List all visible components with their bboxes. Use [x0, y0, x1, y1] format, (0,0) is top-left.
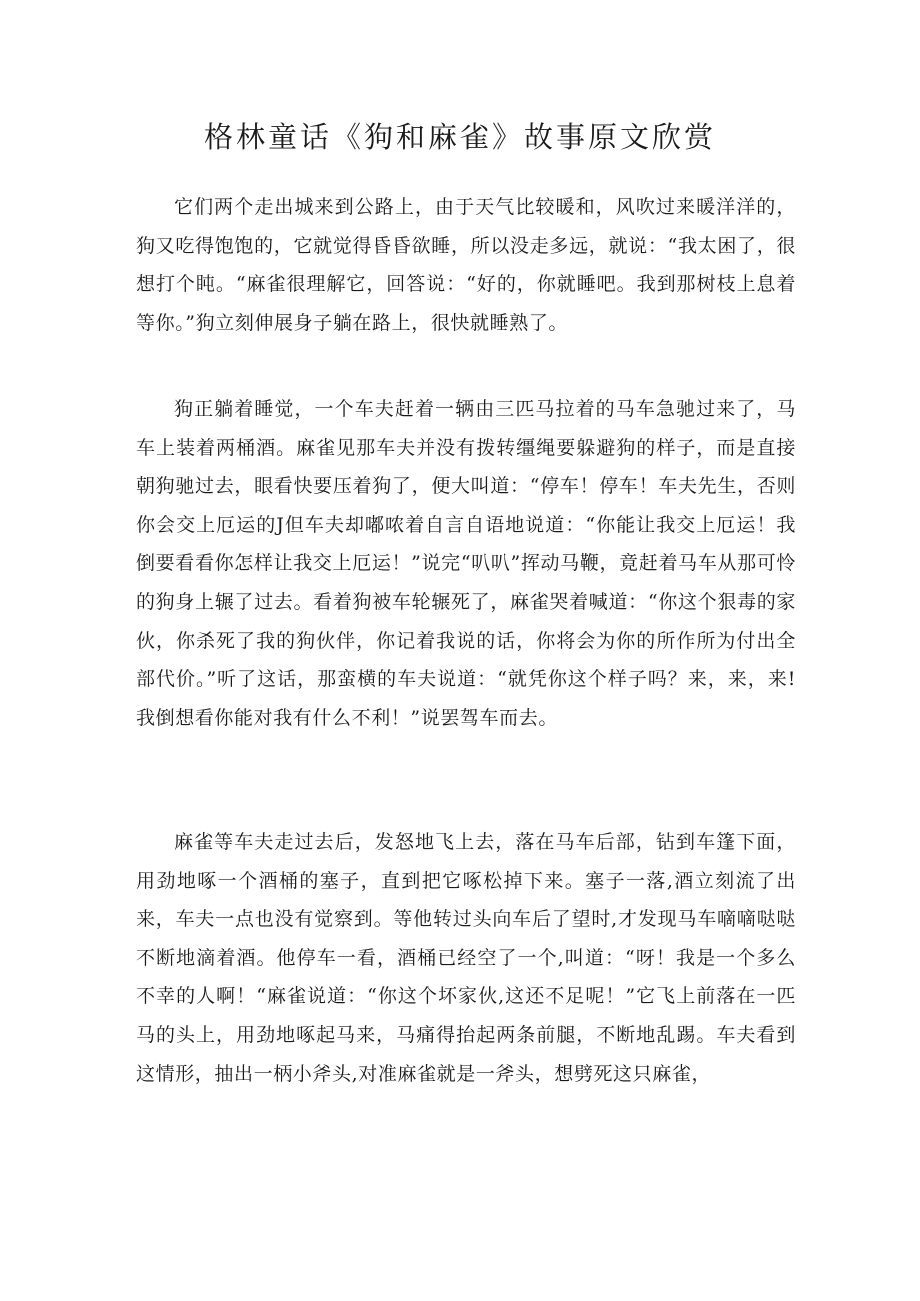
paragraph-1: 它们两个走出城来到公路上，由于天气比较暖和，风吹过来暖洋洋的，狗又吃得饱饱的，它就觉得昏昏欲睡，所以没走多远，就说：“我太困了，很想打个盹。“麻雀很理解它，回答说：“好的，你就睡吧。我到那树枝上息着等你。”狗立刻伸展身子躺在路上，很快就睡熟了。 — [136, 196, 796, 334]
document-title: 格林童话《狗和麻雀》故事原文欣赏 — [203, 120, 716, 154]
paragraph-3: 麻雀等车夫走过去后，发怒地飞上去，落在马车后部，钻到车篷下面，用劲地啄一个酒桶的塞子，直到把它啄松掉下来。塞子一落,酒立刻流了出来，车夫一点也没有觉察到。等他转过头向车后了望时,才发现马车嘀嘀哒哒不断地滴着酒。他停车一看，酒桶已经空了一个,叫道：“呀！我是一个多么不幸的人啊！“麻雀说道：“你这个坏家伙,这还不足呢！”它飞上前落在一匹马的头上，用劲地啄起马来，马痛得抬起两条前腿，不断地乱踢。车夫看到这情形，抽出一柄小斧头,对准麻雀就是一斧头，想劈死这只麻雀， — [136, 831, 796, 1085]
paragraph-2: 狗正躺着睡觉，一个车夫赶着一辆由三匹马拉着的马车急驰过来了，马车上装着两桶酒。麻雀见那车夫并没有拨转缰绳要躲避狗的样子，而是直接朝狗驰过去，眼看快要压着狗了，便大叫道：“停车！停车！车夫先生，否则你会交上厄运的J但车夫却嘟哝着自言自语地说道：“你能让我交上厄运！我倒要看看你怎样让我交上厄运！”说完“叭叭”挥动马鞭，竟赶着马车从那可怜的狗身上辗了过去。看着狗被车轮辗死了，麻雀哭着喊道：“你这个狠毒的家伙，你杀死了我的狗伙伴，你记着我说的话，你将会为你的所作所为付出全部代价。”听了这话，那蛮横的车夫说道：“就凭你这个样子吗？来，来，来!我倒想看你能对我有什么不利！”说罢驾车而去。 — [136, 398, 796, 729]
